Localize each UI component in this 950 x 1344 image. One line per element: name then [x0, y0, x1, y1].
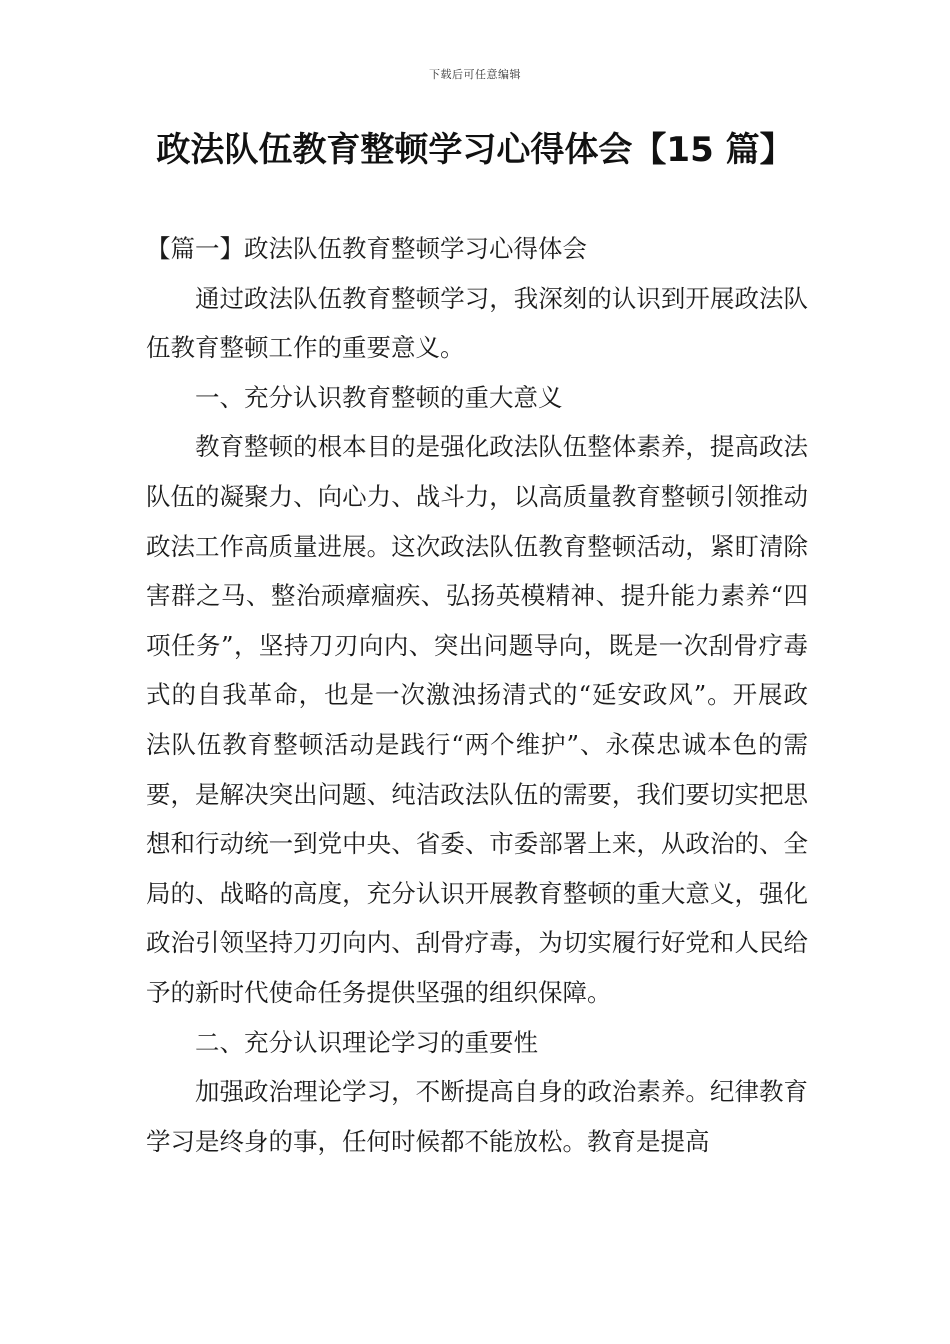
subheading-one: 一、充分认识教育整顿的重大意义 — [195, 382, 563, 412]
document-body — [146, 224, 808, 1166]
paragraph-intro: 通过政法队伍教育整顿学习，我深刻的认识到开展政法队伍教育整顿工作的重要意义。 — [146, 283, 808, 363]
document-title: 政法队伍教育整顿学习心得体会【15 篇】 — [156, 130, 794, 170]
paragraph-theory: 加强政治理论学习，不断提高自身的政治素养。纪律教育学习是终身的事，任何时候都不能放松。教育是提高 — [146, 1077, 808, 1156]
subheading-two: 二、充分认识理论学习的重要性 — [195, 1027, 538, 1057]
header-note: 下载后可任意编辑 — [429, 68, 521, 81]
section-heading: 【篇一】政法队伍教育整顿学习心得体会 — [146, 234, 587, 263]
paragraph-significance: 教育整顿的根本目的是强化政法队伍整体素养，提高政法队伍的凝聚力、向心力、战斗力，以高质量教育整顿引领推动政法工作高质量进展。这次政法队伍教育整顿活动，紧盯清除害群之马、整治顽瘴痼疾、弘扬英模精神、提升能力素养“四项任务”，坚持刀刃向内、突出问题导向，既是一次刮骨疗毒式的自我革命，也是一次激浊扬清式的“延安政风”。开展政法队伍教育整顿活动是践行“两个维护”、永葆忠诚本色的需要，是解决突出问题、纯洁政法队伍的需要，我们要切实把思想和行动统一到党中央、省委、市委部署上来，从政治的、全局的、战略的高度，充分认识开展教育整顿的重大意义，强化政治引领坚持刀刃向内、刮骨疗毒，为切实履行好党和人民给予的新时代使命任务提供坚强的组织保障。 — [146, 432, 808, 1007]
